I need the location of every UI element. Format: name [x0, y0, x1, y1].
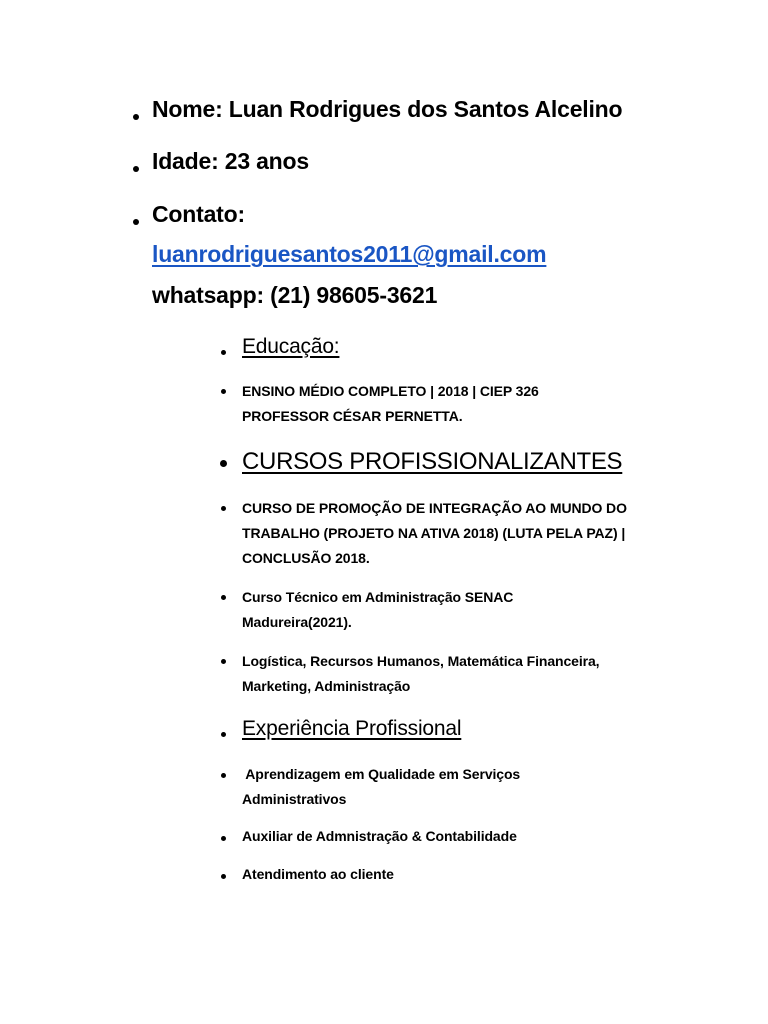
list-item-line: Auxiliar de Admnistração & Contabilidade — [242, 828, 517, 844]
bullet-icon — [221, 350, 226, 355]
list-item-line: Aprendizagem em Qualidade em Serviços — [242, 766, 521, 782]
bullet-icon — [221, 836, 226, 841]
list-item-line: Curso Técnico em Administração SENAC — [242, 589, 514, 605]
bullet-icon — [221, 732, 226, 737]
bullet-icon — [221, 874, 226, 879]
bullet-icon — [221, 773, 226, 778]
education-heading: Educação: — [242, 335, 340, 358]
contact-label: Contato: — [152, 201, 245, 227]
bullet-icon — [133, 166, 139, 172]
list-item-line: Administrativos — [242, 791, 347, 807]
list-item-line: Marketing, Administração — [242, 678, 411, 694]
bullet-icon — [133, 114, 139, 120]
list-item-line: Logística, Recursos Humanos, Matemática Financeira, — [242, 653, 600, 669]
bullet-icon — [133, 219, 139, 225]
list-item-line: Madureira(2021). — [242, 614, 352, 630]
bullet-icon — [220, 460, 227, 467]
bullet-icon — [221, 595, 226, 600]
name-text: Nome: Luan Rodrigues dos Santos Alcelino — [152, 96, 623, 122]
age-text: Idade: 23 anos — [152, 148, 309, 174]
courses-heading: CURSOS PROFISSIONALIZANTES — [242, 448, 623, 475]
list-item-line: TRABALHO (PROJETO NA ATIVA 2018) (LUTA PELA PAZ) | — [242, 525, 626, 541]
list-item-line: CONCLUSÃO 2018. — [242, 550, 370, 566]
bullet-icon — [221, 389, 226, 394]
experience-heading: Experiência Profissional — [242, 717, 462, 740]
email-link[interactable]: luanrodriguesantos2011@gmail.com — [152, 241, 547, 267]
list-item-line: Atendimento ao cliente — [242, 866, 394, 882]
list-item-line: ENSINO MÉDIO COMPLETO | 2018 | CIEP 326 — [242, 383, 539, 399]
list-item-line: PROFESSOR CÉSAR PERNETTA. — [242, 408, 463, 424]
list-item-line: CURSO DE PROMOÇÃO DE INTEGRAÇÃO AO MUNDO DO — [242, 500, 627, 516]
bullet-icon — [221, 659, 226, 664]
bullet-icon — [221, 506, 226, 511]
whatsapp-text: whatsapp: (21) 98605-3621 — [152, 282, 438, 308]
